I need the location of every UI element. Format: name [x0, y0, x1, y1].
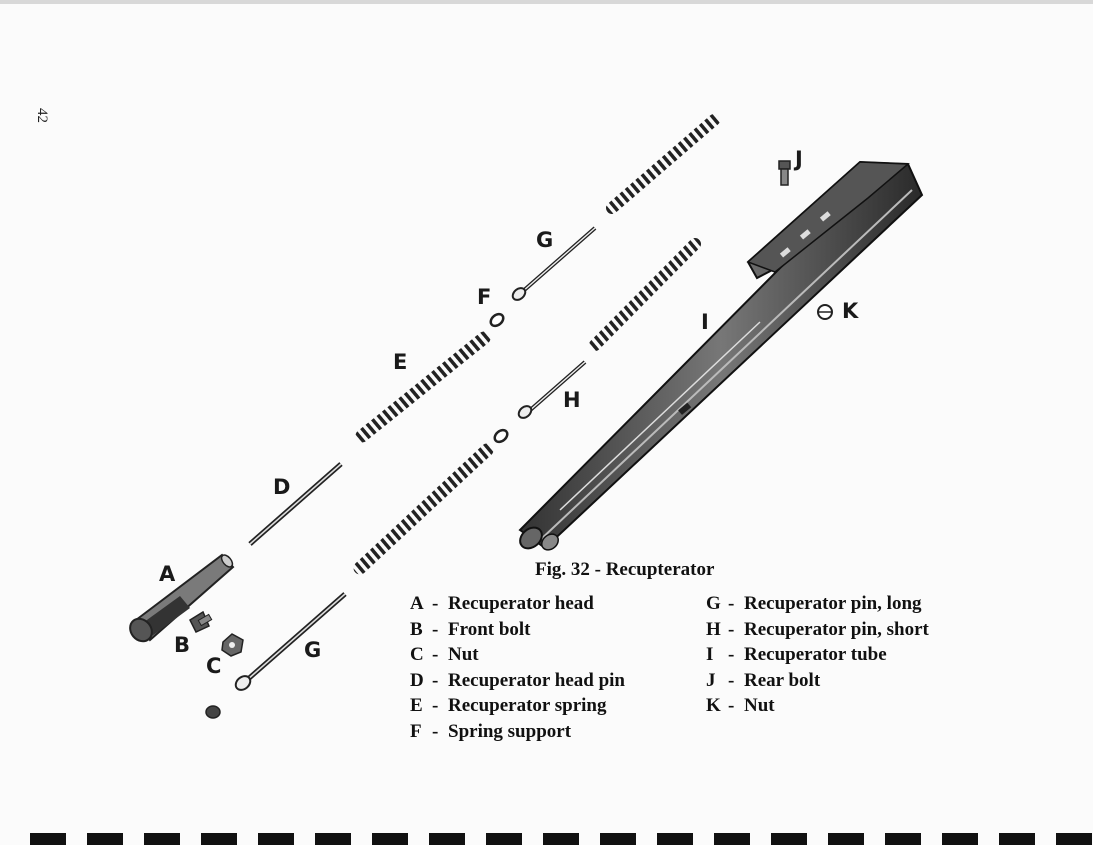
recuperator-head — [126, 553, 235, 646]
footer-dash — [828, 833, 864, 845]
footer-dash — [600, 833, 636, 845]
legend-key: B — [410, 618, 423, 640]
spring-support-lower — [492, 428, 509, 445]
callout-a: A — [159, 562, 176, 586]
callout-g-top: G — [536, 228, 554, 252]
callout-i: I — [701, 310, 709, 334]
legend-item: J - Rear bolt — [706, 668, 929, 694]
legend-item: A - Recuperator head — [410, 591, 625, 617]
footer-dash-border — [0, 833, 1093, 845]
footer-dash — [543, 833, 579, 845]
recuperator-spring-lower-left — [360, 450, 487, 568]
legend-key: J — [706, 669, 716, 691]
legend-key: I — [706, 644, 714, 665]
legend-key: D — [410, 669, 424, 691]
footer-dash — [201, 833, 237, 845]
spring-support-upper — [488, 312, 505, 329]
callout-e: E — [393, 350, 408, 374]
legend-desc: Front bolt — [448, 618, 531, 640]
legend-item: B - Front bolt — [410, 617, 625, 643]
callout-h: H — [563, 388, 581, 412]
footer-dash — [714, 833, 750, 845]
callout-c: C — [206, 654, 222, 678]
callout-b: B — [174, 633, 191, 657]
recuperator-head-pin — [250, 464, 341, 544]
nut-c — [222, 634, 243, 656]
legend-key: F — [410, 720, 422, 742]
footer-dash — [999, 833, 1035, 845]
footer-dash — [315, 833, 351, 845]
legend-key: H — [706, 618, 721, 640]
legend-key: K — [706, 695, 721, 716]
legend-desc: Nut — [448, 644, 479, 665]
nut-small — [206, 706, 220, 718]
legend-item: I - Recuperator tube — [706, 642, 929, 668]
footer-dash — [1056, 833, 1092, 845]
legend-desc: Recuperator tube — [744, 644, 887, 665]
recuperator-spring-upper-left — [362, 338, 484, 436]
parts-legend-right — [706, 591, 929, 719]
legend-desc: Recuperator pin, long — [744, 593, 922, 614]
callout-k: K — [842, 299, 859, 323]
callout-j: J — [795, 147, 803, 171]
footer-dash — [429, 833, 465, 845]
legend-key: G — [706, 593, 721, 614]
legend-desc: Recuperator spring — [448, 695, 607, 716]
footer-dash — [486, 833, 522, 845]
footer-dash — [87, 833, 123, 845]
footer-dash — [771, 833, 807, 845]
legend-desc: Nut — [744, 695, 775, 716]
callout-g-bottom: G — [304, 638, 322, 662]
footer-dash — [657, 833, 693, 845]
callout-f: F — [477, 285, 492, 309]
legend-key: C — [410, 644, 424, 665]
footer-dash — [942, 833, 978, 845]
footer-dash — [30, 833, 66, 845]
nut-k — [818, 305, 832, 319]
footer-dash — [885, 833, 921, 845]
legend-desc: Spring support — [448, 720, 572, 742]
figure-caption: Fig. 32 - Recupterator — [535, 559, 715, 580]
callout-d: D — [273, 475, 291, 499]
legend-item: C - Nut — [410, 642, 625, 668]
page-number: 42 — [34, 108, 50, 123]
legend-key: E — [410, 695, 423, 716]
parts-legend-left — [410, 591, 625, 744]
recuperator-spring-top — [612, 120, 714, 208]
footer-dash — [372, 833, 408, 845]
recuperator-pin-long-bottom — [233, 594, 345, 693]
footer-dash — [144, 833, 180, 845]
front-bolt — [190, 612, 212, 632]
legend-key: A — [410, 593, 424, 614]
legend-desc: Recuperator head pin — [448, 669, 625, 691]
legend-item: K - Nut — [706, 693, 929, 719]
legend-item: F - Spring support — [410, 719, 625, 745]
recuperator-tube — [516, 162, 922, 553]
legend-item: H - Recuperator pin, short — [706, 617, 929, 643]
legend-desc: Recuperator pin, short — [744, 618, 929, 640]
recuperator-spring-middle — [595, 244, 695, 345]
rear-bolt — [779, 161, 790, 185]
footer-dash — [258, 833, 294, 845]
legend-item: D - Recuperator head pin — [410, 668, 625, 694]
legend-desc: Recuperator head — [448, 593, 594, 614]
legend-item: G - Recuperator pin, long — [706, 591, 929, 617]
legend-desc: Rear bolt — [744, 669, 821, 691]
legend-item: E - Recuperator spring — [410, 693, 625, 719]
